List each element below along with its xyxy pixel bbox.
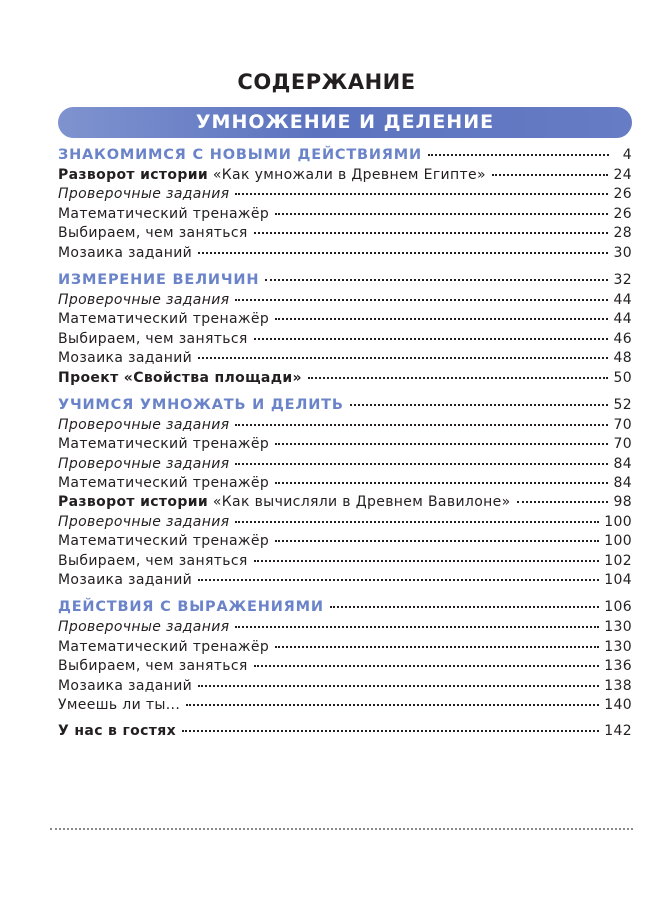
toc-entry: [58, 349, 632, 368]
toc-entry-title: «Как умножали в Древнем Египте»: [208, 167, 486, 183]
toc-entry-label: [58, 166, 486, 185]
toc-entry: [58, 330, 632, 349]
toc-section: [58, 395, 632, 591]
toc-entry-title: «Как вычисляли в Древнем Вавилоне»: [208, 494, 511, 511]
part-banner: [58, 107, 632, 138]
toc-page-number: 44: [613, 291, 632, 308]
toc-page-number: 26: [613, 205, 632, 222]
dot-leader: [492, 174, 609, 176]
toc-chapter-heading: [58, 145, 632, 166]
toc-entry-label: Проверочные задания: [58, 186, 230, 203]
toc-entry-label: [58, 493, 511, 512]
toc-page-number: 70: [613, 436, 632, 453]
toc-entry-label: Математический тренажёр: [58, 436, 270, 453]
toc-page-number: 130: [604, 638, 632, 655]
toc-entry-label: Проверочные задания: [58, 416, 230, 433]
toc-entry: [58, 513, 632, 532]
toc-page-number: 44: [613, 311, 632, 328]
dot-leader: [198, 579, 599, 581]
toc-entry-label: Умеешь ли ты...: [58, 696, 181, 713]
dot-leader: [308, 377, 609, 379]
toc-page-number: 30: [613, 244, 632, 261]
toc-page-number: 48: [613, 350, 632, 367]
toc-entry-label: Выбираем, чем заняться: [58, 330, 248, 347]
toc-page-number: 70: [613, 416, 632, 433]
toc-entry: [58, 571, 632, 590]
toc-entry-label: Мозаика заданий: [58, 350, 193, 367]
toc-section: [58, 270, 632, 388]
toc-entry: [58, 224, 632, 243]
toc-entry-label: У нас в гостях: [58, 723, 176, 740]
toc-entry: [58, 532, 632, 551]
dot-leader: [254, 338, 609, 340]
toc-page-number: 138: [604, 677, 632, 694]
dot-leader: [182, 730, 599, 732]
toc-page-number: 106: [604, 599, 632, 616]
toc-page-number: 142: [604, 723, 632, 740]
toc-entry: [58, 166, 632, 185]
toc-entry: [58, 291, 632, 310]
dot-leader: [186, 704, 599, 706]
toc-entry-label: ДЕЙСТВИЯ С ВЫРАЖЕНИЯМИ: [58, 599, 324, 616]
dot-leader: [517, 501, 609, 503]
dot-leader: [330, 606, 599, 608]
dot-leader: [235, 299, 608, 301]
toc-page-number: 4: [622, 147, 632, 163]
dot-leader: [350, 404, 609, 406]
toc-page-number: 136: [604, 658, 632, 675]
dot-leader: [235, 626, 599, 628]
toc-entry: [58, 657, 632, 676]
toc-entry: [58, 474, 632, 493]
page-title: СОДЕРЖАНИЕ: [237, 70, 416, 94]
toc-entry-label: [58, 369, 302, 388]
toc-chapter-heading: [58, 395, 632, 416]
toc-entry-label: ЗНАКОМИМСЯ С НОВЫМИ ДЕЙСТВИЯМИ: [58, 147, 422, 163]
toc-entry-label: Выбираем, чем заняться: [58, 658, 248, 675]
toc-entry-lead: Разворот истории: [58, 494, 209, 511]
toc-entry-label: Выбираем, чем заняться: [58, 225, 248, 242]
toc-page-number: 98: [613, 494, 632, 511]
toc-entry: [58, 677, 632, 696]
dot-leader: [275, 646, 599, 648]
toc-entry: [58, 435, 632, 454]
toc-entry: [58, 493, 632, 512]
toc-entry: [58, 552, 632, 571]
toc-page-number: 102: [604, 552, 632, 569]
toc-entry: [58, 416, 632, 435]
toc-page-number: 140: [604, 696, 632, 713]
dot-leader: [428, 154, 609, 156]
dot-leader: [275, 213, 608, 215]
toc-entry-label: Проверочные задания: [58, 291, 230, 308]
toc-entry: [58, 310, 632, 329]
toc-chapter-heading: [58, 597, 632, 618]
toc-page-number: 24: [613, 167, 632, 183]
toc-entry-label: Проверочные задания: [58, 619, 230, 636]
toc-page-number: 46: [613, 330, 632, 347]
dot-leader: [275, 443, 608, 445]
toc-entry: [58, 205, 632, 224]
dot-leader: [275, 540, 599, 542]
toc-page-number: 26: [613, 186, 632, 203]
toc-entry: [58, 455, 632, 474]
bottom-divider: [50, 828, 633, 830]
toc-section: [58, 722, 632, 741]
toc-entry: [58, 696, 632, 715]
toc-entry-label: Мозаика заданий: [58, 572, 193, 589]
toc-entry: [58, 185, 632, 204]
toc-entry-label: Выбираем, чем заняться: [58, 552, 248, 569]
toc-page-number: 28: [613, 225, 632, 242]
toc-entry: [58, 369, 632, 388]
toc-entry-label: Математический тренажёр: [58, 638, 270, 655]
toc-entry-label: Проверочные задания: [58, 513, 230, 530]
toc-entry: [58, 722, 632, 741]
dot-leader: [235, 463, 608, 465]
toc-section: [58, 597, 632, 715]
toc-entry-label: Математический тренажёр: [58, 533, 270, 550]
toc-entry-label: Мозаика заданий: [58, 677, 193, 694]
dot-leader: [198, 252, 608, 254]
part-banner-title: УМНОЖЕНИЕ И ДЕЛЕНИЕ: [195, 111, 495, 133]
toc-entry-title: «Свойства площади»: [118, 369, 302, 386]
toc-entry: [58, 618, 632, 637]
dot-leader: [235, 193, 608, 195]
toc-page-number: 130: [604, 619, 632, 636]
toc-entry-label: Математический тренажёр: [58, 475, 270, 492]
toc-chapter-heading: [58, 270, 632, 291]
toc-page-number: 84: [613, 455, 632, 472]
toc-entry: [58, 638, 632, 657]
toc-entry-label: Математический тренажёр: [58, 205, 270, 222]
toc-entry-label: Математический тренажёр: [58, 311, 270, 328]
toc-page-number: 52: [613, 396, 632, 413]
dot-leader: [254, 560, 600, 562]
dot-leader: [275, 482, 608, 484]
dot-leader: [198, 357, 608, 359]
toc-entry-label: Проверочные задания: [58, 455, 230, 472]
toc-section: [58, 145, 632, 263]
toc-page-number: 100: [604, 533, 632, 550]
toc-page-number: 32: [613, 271, 632, 288]
table-of-contents: [58, 145, 632, 749]
toc-entry-label: УЧИМСЯ УМНОЖАТЬ И ДЕЛИТЬ: [58, 396, 344, 413]
dot-leader: [198, 685, 599, 687]
toc-entry-label: Мозаика заданий: [58, 244, 193, 261]
toc-entry-label: ИЗМЕРЕНИЕ ВЕЛИЧИН: [58, 271, 260, 288]
toc-page-number: 50: [613, 369, 632, 386]
dot-leader: [275, 318, 608, 320]
dot-leader: [254, 665, 600, 667]
dot-leader: [235, 521, 599, 523]
dot-leader: [235, 424, 608, 426]
toc-page-number: 84: [613, 475, 632, 492]
toc-entry-lead: Разворот истории: [58, 167, 209, 183]
dot-leader: [265, 279, 608, 281]
toc-entry-lead: Проект: [58, 369, 119, 386]
toc-page-number: 100: [604, 513, 632, 530]
toc-page-number: 104: [604, 572, 632, 589]
dot-leader: [254, 232, 609, 234]
toc-entry: [58, 244, 632, 263]
